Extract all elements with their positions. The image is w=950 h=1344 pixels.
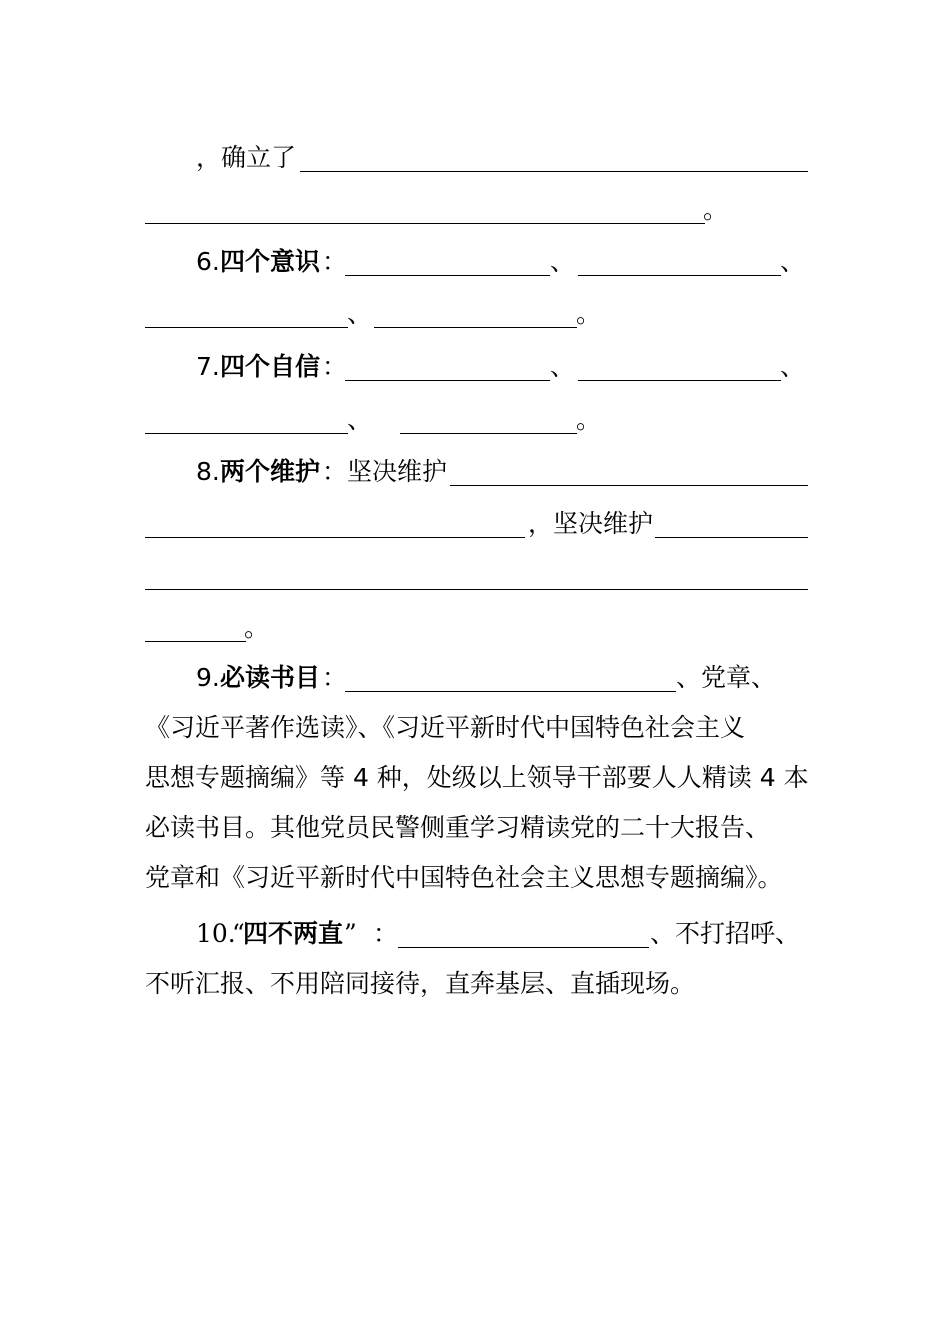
blank-established-cont[interactable] bbox=[145, 223, 705, 224]
separator: 、 bbox=[780, 352, 806, 381]
separator: 、 bbox=[780, 247, 806, 276]
question-title: 四个自信 bbox=[220, 352, 321, 381]
question-title: 四不两直 bbox=[243, 919, 344, 948]
blank-q8-2-end[interactable] bbox=[145, 641, 246, 642]
blank-q7-2[interactable] bbox=[578, 380, 781, 381]
separator: 、 bbox=[550, 352, 576, 381]
paragraph-text: 《习近平著作选读》、《习近平新时代中国特色社会主义 bbox=[145, 713, 746, 742]
blank-q6-1[interactable] bbox=[345, 275, 550, 276]
text-established: ，确立了 bbox=[196, 143, 297, 172]
colon: ： bbox=[373, 919, 399, 948]
period: 。 bbox=[703, 195, 729, 224]
blank-q7-1[interactable] bbox=[345, 380, 550, 381]
paragraph-text: 必读书目。其他党员民警侧重学习精读党的二十大报告、 bbox=[145, 813, 771, 842]
text-no-greeting: 、不打招呼、 bbox=[650, 919, 801, 948]
period: 。 bbox=[576, 405, 602, 434]
question-title: 必读书目 bbox=[220, 663, 321, 692]
colon: ： bbox=[322, 247, 348, 276]
blank-q7-4[interactable] bbox=[400, 433, 577, 434]
question-number: 8. bbox=[196, 457, 220, 486]
separator: 、 bbox=[550, 247, 576, 276]
close-quote: ” bbox=[344, 919, 357, 948]
open-quote: “ bbox=[232, 919, 245, 948]
colon: ： bbox=[322, 663, 348, 692]
blank-q8-2[interactable] bbox=[655, 537, 808, 538]
period: 。 bbox=[244, 613, 270, 642]
question-number: 6. bbox=[196, 247, 220, 276]
blank-q8-1-cont[interactable] bbox=[145, 537, 525, 538]
paragraph-text: 思想专题摘编》等 4 种，处级以上领导干部要人人精读 4 本 bbox=[145, 763, 809, 792]
blank-q8-1[interactable] bbox=[450, 485, 808, 486]
blank-established[interactable] bbox=[300, 171, 808, 172]
blank-q6-2[interactable] bbox=[578, 275, 781, 276]
blank-q8-2-cont[interactable] bbox=[145, 589, 808, 590]
separator: 、 bbox=[347, 405, 373, 434]
blank-q7-3[interactable] bbox=[145, 433, 348, 434]
text-firmly-uphold: ，坚决维护 bbox=[528, 509, 654, 538]
question-number: 10. bbox=[196, 919, 236, 948]
blank-q6-3[interactable] bbox=[145, 327, 348, 328]
question-number: 7. bbox=[196, 352, 220, 381]
colon: ： bbox=[322, 457, 348, 486]
period: 。 bbox=[576, 299, 602, 328]
paragraph-text: 不听汇报、不用陪同接待，直奔基层、直插现场。 bbox=[145, 969, 696, 998]
question-title: 四个意识 bbox=[220, 247, 321, 276]
blank-q6-4[interactable] bbox=[374, 327, 577, 328]
paragraph-text: 党章和《习近平新时代中国特色社会主义思想专题摘编》。 bbox=[145, 863, 783, 892]
question-title: 两个维护 bbox=[220, 457, 321, 486]
text-firmly-uphold: 坚决维护 bbox=[347, 457, 448, 486]
question-number: 9. bbox=[196, 663, 220, 692]
separator: 、 bbox=[347, 299, 373, 328]
blank-q10[interactable] bbox=[398, 947, 649, 948]
colon: ： bbox=[322, 352, 348, 381]
text-party-constitution: 、党章、 bbox=[676, 663, 777, 692]
blank-q9[interactable] bbox=[345, 691, 676, 692]
